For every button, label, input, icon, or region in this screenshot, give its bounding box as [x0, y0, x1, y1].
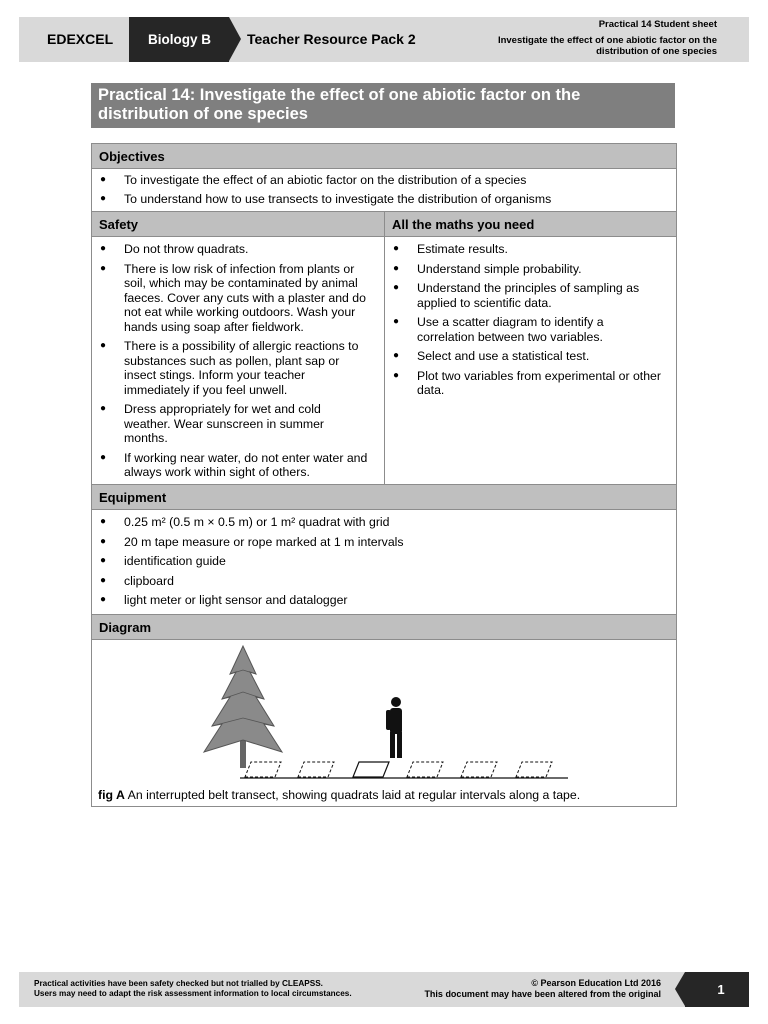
equipment-text: 0.25 m² (0.5 m × 0.5 m) or 1 m² quadrat with grid: [124, 515, 390, 529]
list-item: [92, 173, 670, 188]
bullet-icon: ●: [100, 451, 107, 463]
maths-text: Understand the principles of sampling as applied to scientific data.: [417, 281, 640, 310]
list-item: [92, 535, 670, 550]
list-item: [92, 402, 370, 446]
maths-section: [385, 237, 676, 484]
sheet-subtitle-line1: Investigate the effect of one abiotic factor on the: [497, 34, 717, 46]
bullet-icon: ●: [100, 340, 107, 351]
copyright-text: © Pearson Education Ltd 2016: [531, 978, 661, 988]
list-item: [385, 262, 662, 277]
list-item: [92, 262, 370, 335]
bullet-icon: ●: [100, 192, 107, 204]
person-icon: [386, 697, 402, 758]
equipment-list: [92, 510, 676, 614]
diagram-heading: Diagram: [92, 615, 676, 640]
list-item: [92, 242, 370, 257]
bullet-icon: ●: [393, 350, 400, 361]
safety-note-line1: Practical activities have been safety checked but not trialled by CLEAPSS.: [34, 979, 323, 988]
list-item: [385, 242, 662, 257]
subject-arrow: [229, 17, 241, 61]
diagram-section: [92, 640, 676, 806]
practical-table: [91, 143, 677, 807]
safety-text: There is a possibility of allergic reactions to substances such as pollen, plant sap or insect stings. Inform your teacher immediately if you feel unwell.: [124, 339, 359, 397]
page-header: [19, 17, 749, 62]
tree-icon: [204, 646, 282, 768]
safety-list: [92, 237, 384, 486]
safety-note-line2: Users may need to adapt the risk assessment information to local circumstances.: [34, 989, 352, 998]
bullet-icon: ●: [100, 594, 107, 605]
sheet-label: Practical 14 Student sheet: [598, 19, 717, 30]
maths-text: Plot two variables from experimental or other data.: [417, 368, 661, 397]
list-item: [92, 554, 670, 569]
figure-caption-text: An interrupted belt transect, showing quadrats laid at regular intervals along a tape.: [127, 787, 581, 802]
quadrat-icon: [298, 762, 334, 777]
objective-text: To understand how to use transects to investigate the distribution of organisms: [124, 191, 552, 206]
maths-list: [385, 237, 676, 404]
list-item: [92, 339, 370, 397]
equipment-text: light meter or light sensor and datalogger: [124, 593, 348, 607]
safety-maths-heading-row: [92, 212, 676, 237]
maths-heading: All the maths you need: [385, 212, 676, 237]
maths-text: Understand simple probability.: [417, 261, 582, 276]
equipment-text: identification guide: [124, 554, 226, 568]
safety-text: If working near water, do not enter water and always work within sight of others.: [124, 450, 368, 479]
figure-caption: [98, 788, 580, 802]
safety-text: Do not throw quadrats.: [124, 242, 249, 256]
list-item: [92, 593, 670, 608]
list-item: [92, 515, 670, 530]
safety-heading: Safety: [92, 212, 385, 237]
bullet-icon: ●: [100, 403, 107, 414]
safety-maths-body-row: [92, 237, 676, 485]
belt-transect-illustration: [200, 644, 570, 784]
equipment-text: 20 m tape measure or rope marked at 1 m intervals: [124, 534, 404, 549]
objectives-heading: Objectives: [92, 144, 676, 169]
page-number: 1: [685, 972, 749, 1007]
sheet-subtitle-line2: distribution of one species: [596, 46, 717, 57]
page-title: Practical 14: Investigate the effect of one abiotic factor on the distribution of one species: [91, 83, 675, 128]
bullet-icon: ●: [100, 574, 107, 586]
bullet-icon: ●: [100, 243, 107, 254]
bullet-icon: ●: [393, 369, 400, 381]
maths-text: Estimate results.: [417, 242, 508, 256]
bullet-icon: ●: [100, 535, 107, 547]
safety-text: There is low risk of infection from plants or soil, which may be contaminated by animal faeces. Cover any cuts with a plaster and do not eat while working outdoors. Wash your hands using soap after fieldwork.: [124, 261, 366, 334]
bullet-icon: ●: [393, 282, 400, 293]
bullet-icon: ●: [100, 262, 107, 274]
sheet-info: [457, 19, 717, 58]
pack-label: Teacher Resource Pack 2: [247, 31, 416, 47]
bullet-icon: ●: [100, 555, 107, 566]
page-number-arrow: [675, 972, 685, 1006]
copyright-block: [424, 978, 661, 1000]
list-item: [92, 451, 370, 480]
list-item: [385, 369, 662, 398]
quadrat-icon: [245, 762, 281, 777]
safety-note: [34, 979, 352, 999]
list-item: [92, 574, 670, 589]
objectives-section: [92, 169, 676, 212]
quadrat-icon: [461, 762, 497, 777]
bullet-icon: ●: [393, 316, 400, 327]
safety-section: [92, 237, 385, 484]
objectives-list: [92, 169, 676, 211]
bullet-icon: ●: [393, 262, 400, 274]
board-label: EDEXCEL: [47, 31, 114, 47]
maths-text: Select and use a statistical test.: [417, 349, 590, 363]
safety-text: Dress appropriately for wet and cold weather. Wear sunscreen in summer months.: [124, 402, 325, 445]
bullet-icon: ●: [393, 243, 400, 254]
page-footer: [19, 972, 749, 1007]
list-item: [385, 349, 662, 364]
bullet-icon: ●: [100, 516, 107, 527]
list-item: [385, 281, 662, 310]
equipment-section: [92, 510, 676, 615]
quadrat-icon: [516, 762, 552, 777]
figure-label: fig A: [98, 787, 125, 802]
subject-label: Biology B: [129, 17, 229, 62]
list-item: [385, 315, 662, 344]
maths-text: Use a scatter diagram to identify a correlation between two variables.: [417, 315, 604, 344]
quadrat-icon: [407, 762, 443, 777]
bullet-icon: ●: [100, 174, 107, 185]
objective-text: To investigate the effect of an abiotic factor on the distribution of a species: [124, 173, 527, 187]
equipment-text: clipboard: [124, 573, 174, 588]
quadrat-icon: [353, 762, 389, 777]
list-item: [92, 192, 670, 207]
equipment-heading: Equipment: [92, 485, 676, 510]
altered-notice: This document may have been altered from the original: [424, 989, 661, 999]
